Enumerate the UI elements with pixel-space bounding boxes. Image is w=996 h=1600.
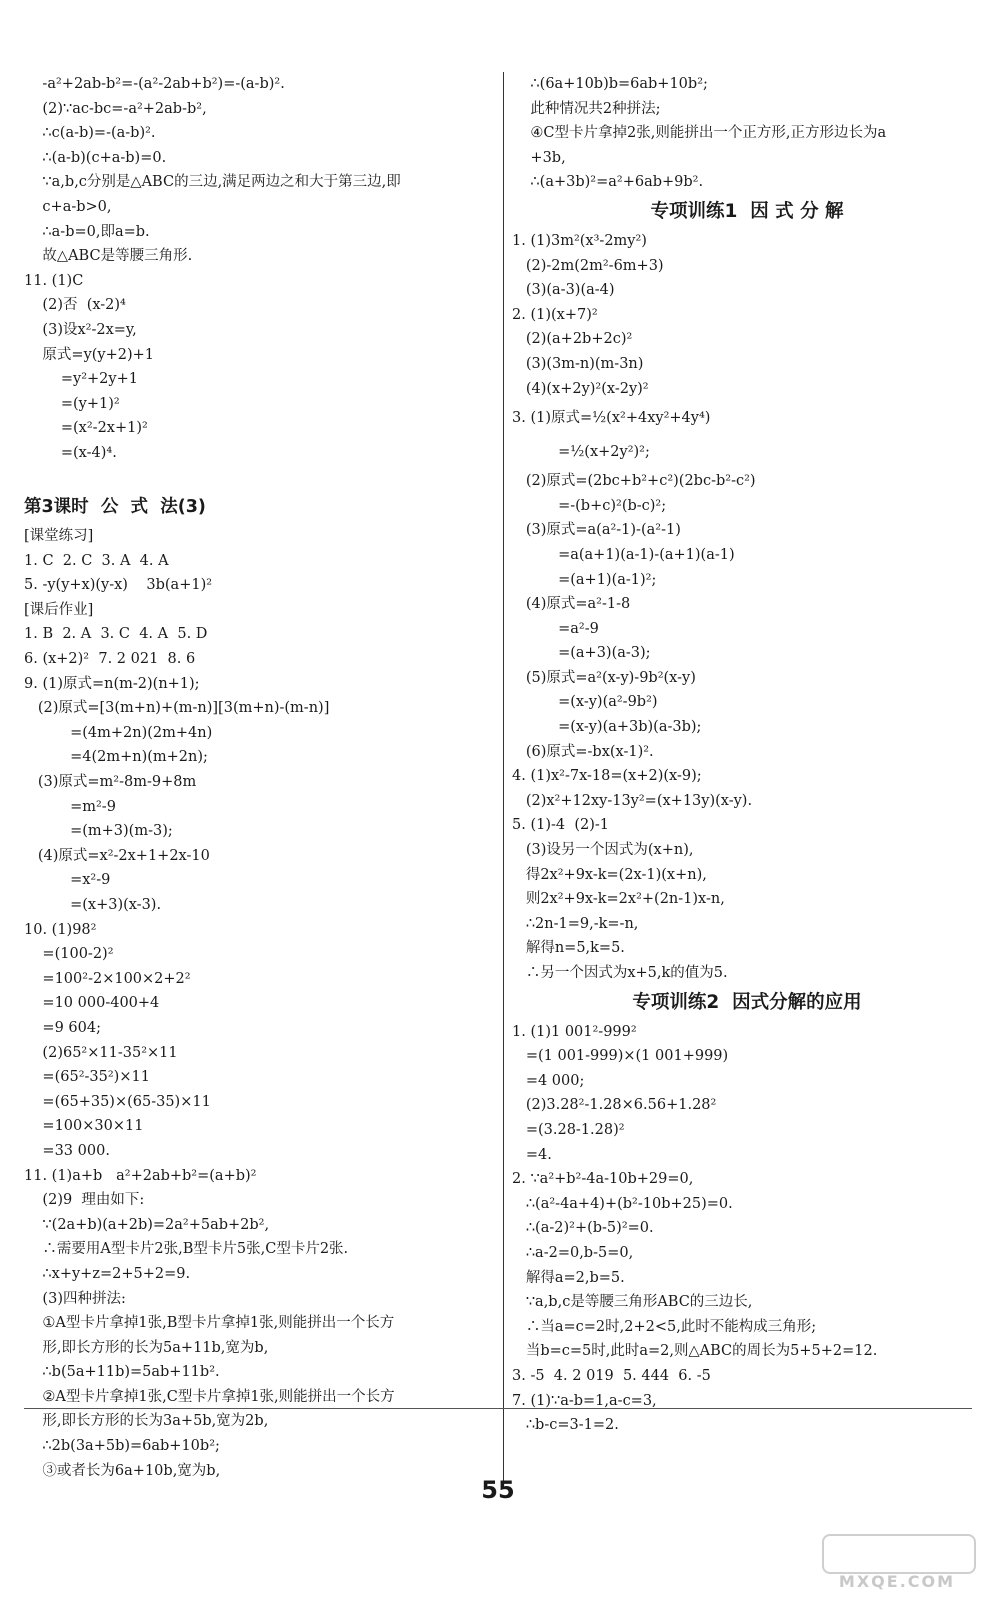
answer-line: -a²+2ab-b²=-(a²-2ab+b²)=-(a-b)². [24,76,285,92]
answer-line: 1. C 2. C 3. A 4. A [24,552,169,569]
answer-line: 3. -5 4. 2 019 5. 444 6. -5 [512,1367,711,1384]
answer-line: (2)(a+2b+2c)² [512,331,633,348]
answer-line: 9. (1)原式=n(m-2)(n+1); [24,675,200,692]
answer-line: 得2x²+9x-k=(2x-1)(x+n), [512,866,707,883]
answer-line: ∴x+y+z=2+5+2=9. [24,1265,191,1282]
answer-line: 6. (x+2)² 7. 2 021 8. 6 [24,651,196,668]
answer-line: ④C型卡片拿掉2张,则能拼出一个正方形,正方形边长为a [512,125,887,142]
answer-line: 5. (1)-4 (2)-1 [512,817,609,834]
answer-line: 2. (1)(x+7)² [512,306,598,323]
answer-line: (2)原式=(2bc+b²+c²)(2bc-b²-c²) [512,473,756,490]
section-heading: 专项训练2 因式分解的应用 [632,991,862,1013]
answer-line: ∴(a+3b)²=a²+6ab+9b². [512,174,704,191]
answer-line: 4. (1)x²-7x-18=(x+2)(x-9); [512,768,702,785]
answer-line: ∴当a=c=2时,2+2<5,此时不能构成三角形; [512,1318,817,1335]
answer-line: ②A型卡片拿掉1张,C型卡片拿掉1张,则能拼出一个长方 [24,1388,395,1405]
page-number: 55 [481,1476,515,1504]
answer-line: +3b, [512,149,566,166]
answer-line: =-(b+c)²(b-c)²; [512,497,667,514]
answer-line: =(100-2)² [24,946,114,963]
answer-line: =x²-9 [24,872,111,889]
answer-line [24,466,494,491]
answer-line: ∴(a-b)(c+a-b)=0. [24,149,167,166]
answer-line: (3)四种拼法: [24,1290,126,1307]
answer-line: ∵a,b,c是等腰三角形ABC的三边长, [512,1294,753,1311]
answer-line: 7. (1)∵a-b=1,a-c=3, [512,1392,657,1409]
answer-line: 1. (1)3m²(x³-2my²) [512,232,647,249]
answer-line: =(65²-35²)×11 [24,1069,150,1086]
answer-line: =½(x+2y²)²; [512,444,650,461]
answer-line: ∴c(a-b)=-(a-b)². [24,125,156,142]
answer-line: ∴需要用A型卡片2张,B型卡片5张,C型卡片2张. [24,1241,349,1258]
answer-line: 3. (1)原式=½(x²+4xy²+4y⁴) [512,410,711,427]
answer-line: [课后作业] [24,601,94,618]
answer-line: (3)(a-3)(a-4) [512,282,615,299]
answer-line: 形,即长方形的长为3a+5b,宽为2b, [24,1413,269,1430]
answer-line: =(a+1)(a-1)²; [512,571,657,588]
answer-line: =a²-9 [512,620,599,637]
answer-line: 11. (1)C [24,272,84,289]
answer-line: 5. -y(y+x)(y-x) 3b(a+1)² [24,577,213,594]
answer-line: 形,即长方形的长为5a+11b,宽为b, [24,1339,269,1356]
answer-line: (2)65²×11-35²×11 [24,1044,178,1061]
left-column [24,72,494,1483]
answer-line: =(65+35)×(65-35)×11 [24,1093,211,1110]
answer-line: =(3.28-1.28)² [512,1121,625,1138]
answer-line: =10 000-400+4 [24,995,160,1012]
answer-line: (2)-2m(2m²-6m+3) [512,257,664,274]
answer-line: =100×30×11 [24,1118,144,1135]
answer-line: 则2x²+9x-k=2x²+(2n-1)x-n, [512,891,725,908]
answer-line: =y²+2y+1 [24,371,138,388]
answer-line: [课堂练习] [24,528,94,545]
answer-line: =4 000; [512,1072,585,1089]
answer-line: ∴(6a+10b)b=6ab+10b²; [512,76,708,92]
watermark-text: MXQE.COM [838,1572,956,1591]
answer-line: =(x-4)⁴. [24,444,117,461]
answer-line: (3)(3m-n)(m-3n) [512,355,644,372]
section-heading: 专项训练1 因 式 分 解 [650,200,844,222]
answer-line: =(a+3)(a-3); [512,645,651,662]
answer-line: (2)9 理由如下: [24,1192,145,1209]
answer-line: ∴a-2=0,b-5=0, [512,1244,634,1261]
right-column [512,72,982,1438]
answer-line: (5)原式=a²(x-y)-9b²(x-y) [512,669,696,686]
answer-line: (2)∵ac-bc=-a²+2ab-b², [24,100,207,117]
answer-line: (4)(x+2y)²(x-2y)² [512,380,649,397]
answer-line: ①A型卡片拿掉1张,B型卡片拿掉1张,则能拼出一个长方 [24,1315,395,1332]
answer-line: =a(a+1)(a-1)-(a+1)(a-1) [512,546,735,563]
answer-line: (2)否 (x-2)⁴ [24,297,126,314]
answer-line: ∴(a²-4a+4)+(b²-10b+25)=0. [512,1195,733,1212]
answer-line: =(y+1)² [24,395,120,412]
answer-line: (6)原式=-bx(x-1)². [512,743,654,760]
answer-line: 当b=c=5时,此时a=2,则△ABC的周长为5+5+2=12. [512,1343,878,1360]
answer-line: ∴b-c=3-1=2. [512,1417,619,1434]
answer-line: ③或者长为6a+10b,宽为b, [24,1462,221,1479]
answer-line: (4)原式=x²-2x+1+2x-10 [24,847,210,864]
answer-line: 原式=y(y+2)+1 [24,346,155,363]
answer-line: 2. ∵a²+b²-4a-10b+29=0, [512,1171,694,1188]
answer-line: 故△ABC是等腰三角形. [24,248,193,265]
answer-line: =(x²-2x+1)² [24,420,148,437]
answer-line: (3)设x²-2x=y, [24,321,137,338]
answer-line: 解得n=5,k=5. [512,940,625,957]
answer-line: ∴2b(3a+5b)=6ab+10b²; [24,1438,220,1455]
answer-line: 1. B 2. A 3. C 4. A 5. D [24,626,208,643]
answer-line: (3)原式=m²-8m-9+8m [24,774,197,791]
answer-line: =33 000. [24,1142,110,1159]
answer-line: (2)原式=[3(m+n)+(m-n)][3(m+n)-(m-n)] [24,700,330,717]
answer-line: (2)x²+12xy-13y²=(x+13y)(x-y). [512,792,753,809]
answer-line: 11. (1)a+b a²+2ab+b²=(a+b)² [24,1167,257,1184]
answer-line: =100²-2×100×2+2² [24,970,191,987]
column-divider [503,72,504,1482]
answer-line: ∵a,b,c分别是△ABC的三边,满足两边之和大于第三边,即 [24,174,401,191]
answer-line: =4(2m+n)(m+2n); [24,749,208,766]
section-heading: 第3课时 公 式 法(3) [24,497,206,518]
answer-line: 1. (1)1 001²-999² [512,1023,637,1040]
answer-line: ∵(2a+b)(a+2b)=2a²+5ab+2b², [24,1216,270,1233]
answer-line: =(4m+2n)(2m+4n) [24,724,213,741]
answer-line: =(m+3)(m-3); [24,823,173,840]
answer-line: ∴(a-2)²+(b-5)²=0. [512,1220,654,1237]
bottom-rule [24,1408,972,1409]
answer-line: (2)3.28²-1.28×6.56+1.28² [512,1097,717,1114]
answer-line: =(1 001-999)×(1 001+999) [512,1048,729,1065]
answer-line: =(x-y)(a+3b)(a-3b); [512,719,702,736]
answer-line: (4)原式=a²-1-8 [512,596,631,613]
watermark-box [822,1534,976,1574]
answer-line: =m²-9 [24,798,116,815]
answer-line: 解得a=2,b=5. [512,1269,625,1286]
answer-line: (3)设另一个因式为(x+n), [512,842,694,859]
answer-line: ∴另一个因式为x+5,k的值为5. [512,965,728,981]
answer-line: (3)原式=a(a²-1)-(a²-1) [512,522,681,539]
answer-line: ∴a-b=0,即a=b. [24,223,150,240]
watermark-logo [822,1534,972,1590]
answer-line: =(x+3)(x-3). [24,897,162,913]
answer-line: ∴2n-1=9,-k=-n, [512,915,639,932]
answer-line: =4. [512,1146,552,1163]
answer-line: 10. (1)98² [24,921,97,938]
answer-line: ∴b(5a+11b)=5ab+11b². [24,1364,220,1381]
answer-line: =(x-y)(a²-9b²) [512,694,658,711]
answer-line: c+a-b>0, [24,198,112,215]
answer-line: =9 604; [24,1019,101,1036]
answer-line: 此种情况共2种拼法; [512,100,661,117]
